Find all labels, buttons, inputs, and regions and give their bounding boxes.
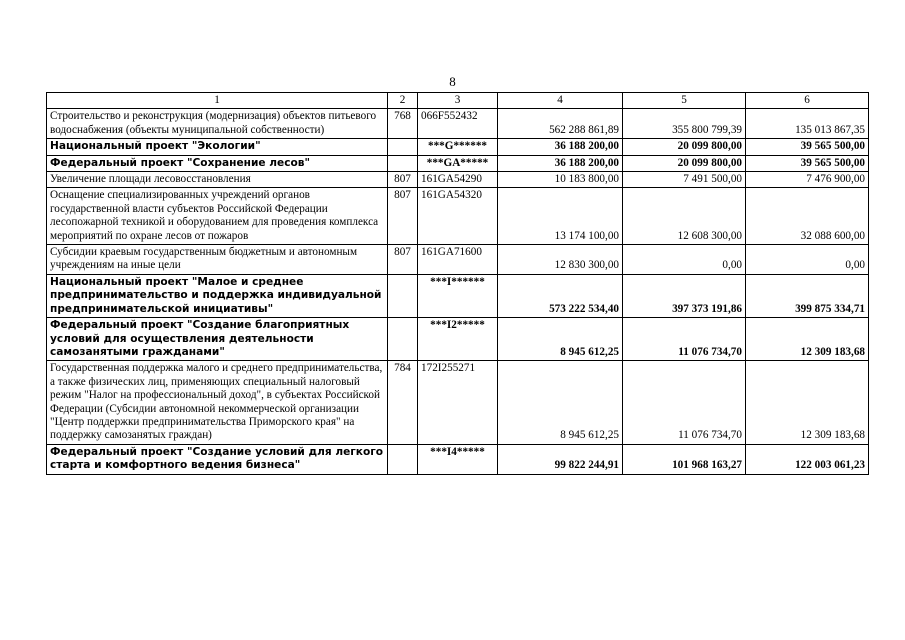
row-value-col6: 399 875 334,71 (746, 274, 869, 317)
row-value-col4: 36 188 200,00 (498, 155, 623, 171)
row-admin-code (388, 274, 418, 317)
row-value-col4: 562 288 861,89 (498, 109, 623, 139)
row-budget-code: 161GA71600 (418, 245, 498, 275)
row-value-col5: 0,00 (623, 245, 746, 275)
column-header: 6 (746, 93, 869, 109)
row-value-col6: 0,00 (746, 245, 869, 275)
row-name: Федеральный проект "Сохранение лесов" (47, 155, 388, 171)
row-name: Субсидии краевым государственным бюджетным и автономным учреждениям на иные цели (47, 245, 388, 275)
row-value-col4: 8 945 612,25 (498, 318, 623, 361)
row-name: Национальный проект "Экологии" (47, 139, 388, 155)
row-value-col4: 99 822 244,91 (498, 444, 623, 474)
row-admin-code: 768 (388, 109, 418, 139)
page-number: 8 (449, 74, 456, 89)
row-value-col5: 20 099 800,00 (623, 155, 746, 171)
row-value-col6: 135 013 867,35 (746, 109, 869, 139)
row-value-col6: 39 565 500,00 (746, 139, 869, 155)
row-value-col5: 12 608 300,00 (623, 188, 746, 245)
table-row (47, 188, 869, 245)
row-name: Строительство и реконструкция (модернизация) объектов питьевого водоснабжения (объекты муниципальной собственности) (47, 109, 388, 139)
row-value-col4: 8 945 612,25 (498, 361, 623, 444)
row-name: Федеральный проект "Создание условий для легкого старта и комфортного ведения бизнеса" (47, 444, 388, 474)
row-value-col6: 32 088 600,00 (746, 188, 869, 245)
row-budget-code: 161GA54320 (418, 188, 498, 245)
column-header: 4 (498, 93, 623, 109)
row-budget-code: 066F552432 (418, 109, 498, 139)
table-row (47, 245, 869, 275)
budget-table (46, 92, 869, 475)
row-value-col6: 12 309 183,68 (746, 361, 869, 444)
row-value-col6: 122 003 061,23 (746, 444, 869, 474)
row-value-col6: 7 476 900,00 (746, 172, 869, 188)
row-budget-code: ***G****** (418, 139, 498, 155)
row-value-col5: 20 099 800,00 (623, 139, 746, 155)
row-value-col4: 573 222 534,40 (498, 274, 623, 317)
row-budget-code: 172I255271 (418, 361, 498, 444)
row-value-col5: 101 968 163,27 (623, 444, 746, 474)
table-row (47, 155, 869, 171)
row-admin-code (388, 444, 418, 474)
column-header: 3 (418, 93, 498, 109)
row-admin-code (388, 139, 418, 155)
row-name: Увеличение площади лесовосстановления (47, 172, 388, 188)
row-admin-code (388, 318, 418, 361)
table-row (47, 109, 869, 139)
row-value-col6: 39 565 500,00 (746, 155, 869, 171)
row-value-col4: 12 830 300,00 (498, 245, 623, 275)
row-value-col4: 13 174 100,00 (498, 188, 623, 245)
column-header: 2 (388, 93, 418, 109)
table-row (47, 318, 869, 361)
column-header: 5 (623, 93, 746, 109)
row-budget-code: ***GA***** (418, 155, 498, 171)
row-budget-code: ***I****** (418, 274, 498, 317)
row-name: Государственная поддержка малого и среднего предпринимательства, а также физических лиц, применяющих специальный налоговый режим "Налог на профессиональный доход", в субъектах Российской Федерации (Субсидии автономной некоммерческой организации "Центр поддержки предпринимательства Приморского края" на поддержку самозанятых граждан) (47, 361, 388, 444)
column-header: 1 (47, 93, 388, 109)
table-row (47, 274, 869, 317)
row-admin-code (388, 155, 418, 171)
row-name: Оснащение специализированных учреждений органов государственной власти субъектов Российской Федерации лесопожарной техникой и оборудованием для проведения комплекса мероприятий по охране лесов от пожаров (47, 188, 388, 245)
row-name: Национальный проект "Малое и среднее предпринимательство и поддержка индивидуальной предпринимательской инициативы" (47, 274, 388, 317)
row-budget-code: ***I4***** (418, 444, 498, 474)
row-name: Федеральный проект "Создание благоприятных условий для осуществления деятельности самозанятыми гражданами" (47, 318, 388, 361)
row-value-col4: 10 183 800,00 (498, 172, 623, 188)
row-budget-code: ***I2***** (418, 318, 498, 361)
table-row (47, 444, 869, 474)
table-row (47, 172, 869, 188)
table-row (47, 139, 869, 155)
row-admin-code: 807 (388, 245, 418, 275)
row-value-col5: 397 373 191,86 (623, 274, 746, 317)
row-value-col5: 355 800 799,39 (623, 109, 746, 139)
row-value-col4: 36 188 200,00 (498, 139, 623, 155)
column-header-row (47, 93, 869, 109)
row-admin-code: 807 (388, 188, 418, 245)
row-budget-code: 161GA54290 (418, 172, 498, 188)
row-value-col5: 11 076 734,70 (623, 361, 746, 444)
row-admin-code: 784 (388, 361, 418, 444)
row-admin-code: 807 (388, 172, 418, 188)
table-row (47, 361, 869, 444)
row-value-col5: 11 076 734,70 (623, 318, 746, 361)
row-value-col5: 7 491 500,00 (623, 172, 746, 188)
row-value-col6: 12 309 183,68 (746, 318, 869, 361)
